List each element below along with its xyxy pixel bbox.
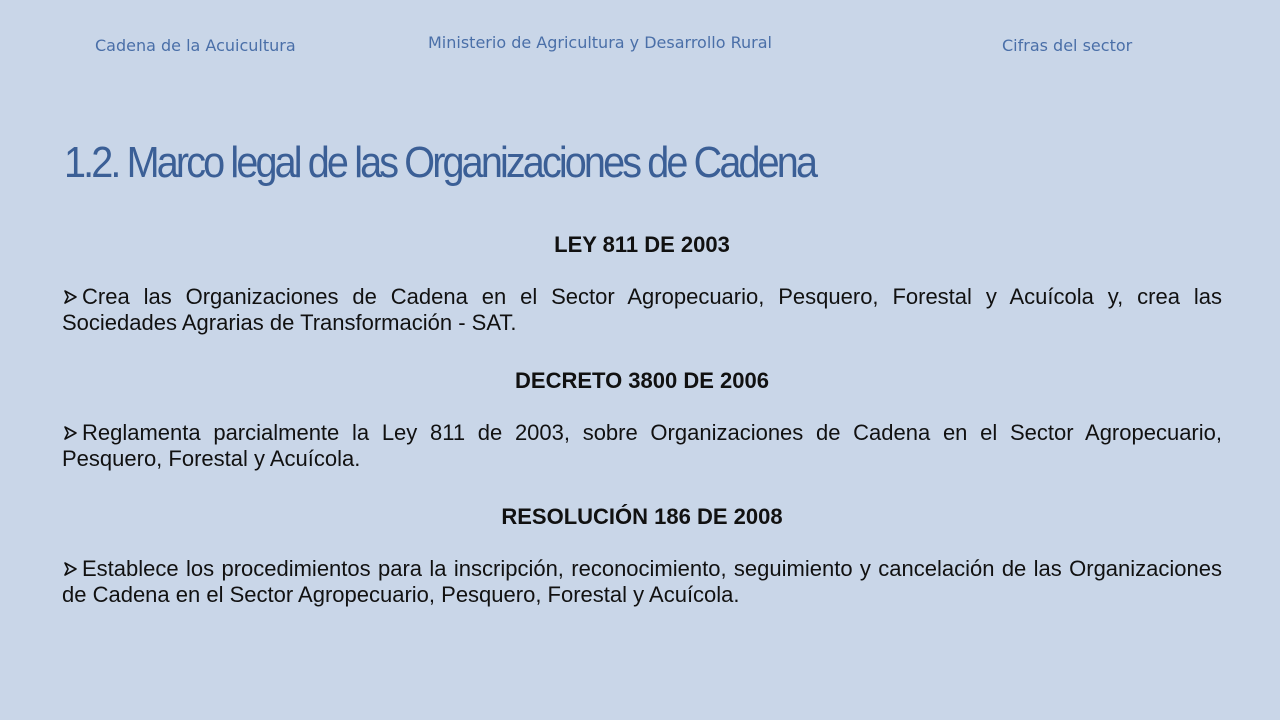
bullet-text: Reglamenta parcialmente la Ley 811 de 2003, sobre Organizaciones de Cadena en el Sector Agropecuario, Pesquero, Forestal y Acuícola. (62, 420, 1222, 471)
section-heading-decreto: DECRETO 3800 DE 2006 (515, 368, 769, 393)
content-body (62, 232, 1222, 608)
page-title: 1.2. Marco legal de las Organizaciones de Cadena (64, 138, 816, 187)
header-link-ministerio[interactable]: Ministerio de Agricultura y Desarrollo Rural (428, 33, 772, 52)
bullet-text: Crea las Organizaciones de Cadena en el Sector Agropecuario, Pesquero, Forestal y Acuícola y, crea las Sociedades Agrarias de Transformación - SAT. (62, 284, 1222, 335)
arrow-bullet-icon (62, 425, 78, 441)
header-link-cifras[interactable]: Cifras del sector (1002, 36, 1133, 55)
section-heading-resolucion: RESOLUCIÓN 186 DE 2008 (501, 504, 783, 529)
bullet-ley (62, 284, 1222, 336)
section-heading-ley: LEY 811 DE 2003 (554, 232, 730, 257)
arrow-bullet-icon (62, 561, 78, 577)
header-link-cadena[interactable]: Cadena de la Acuicultura (95, 36, 296, 55)
bullet-resolucion (62, 556, 1222, 608)
bullet-text: Establece los procedimientos para la inscripción, reconocimiento, seguimiento y cancelación de las Organizaciones de Cadena en el Sector Agropecuario, Pesquero, Forestal y Acuícola. (62, 556, 1222, 607)
arrow-bullet-icon (62, 289, 78, 305)
bullet-decreto (62, 420, 1222, 472)
